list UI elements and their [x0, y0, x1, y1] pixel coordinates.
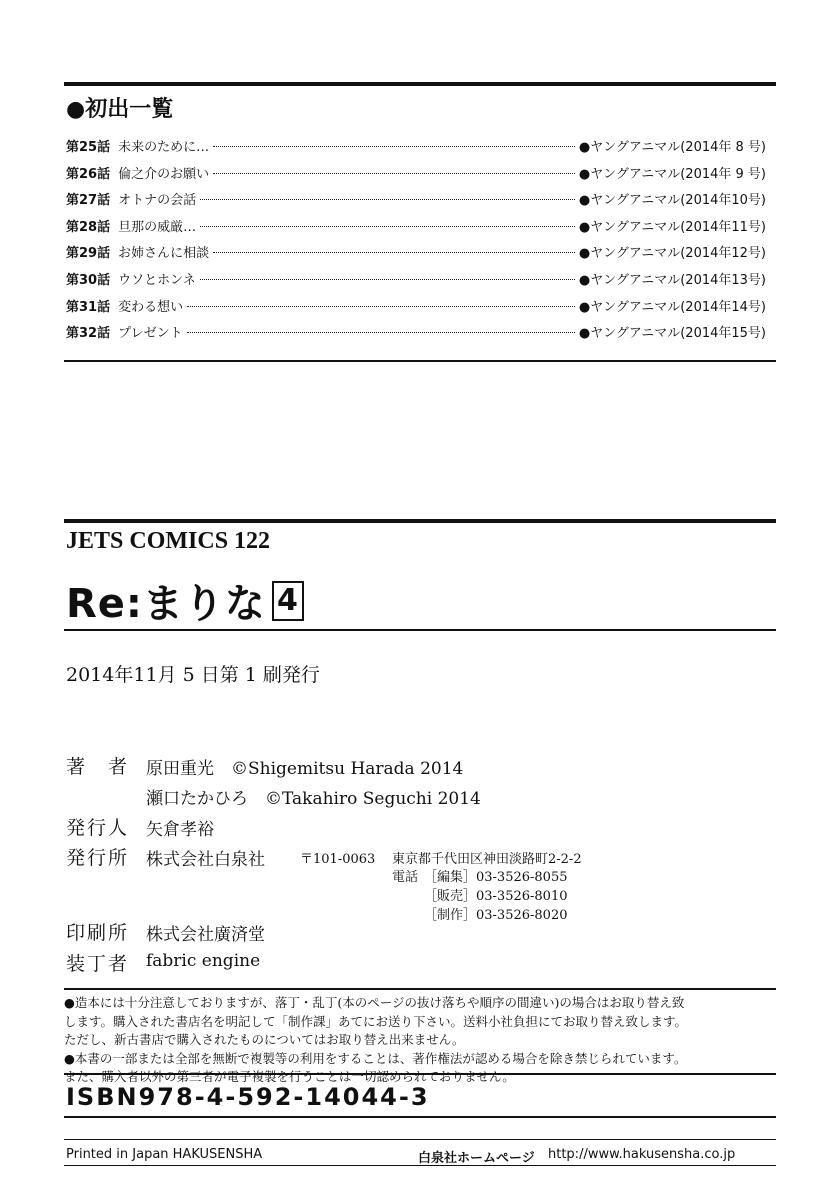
- publisher-label: 発行所: [66, 847, 130, 869]
- toc-episode: 第29話: [66, 246, 111, 262]
- printer-label: 印刷所: [66, 922, 130, 944]
- toc-publication: ●ヤングアニマル(2014年14号): [578, 299, 766, 315]
- toc-heading: ●初出一覧: [66, 97, 174, 122]
- isbn-bottom-rule: [64, 1116, 776, 1118]
- toc-leader: [213, 146, 575, 147]
- toc-title: オトナの会話: [118, 193, 197, 209]
- toc-leader: [213, 252, 575, 253]
- toc-row: [66, 322, 766, 349]
- toc-row: [66, 216, 766, 243]
- homepage-url: http://www.hakusensha.co.jp: [548, 1147, 736, 1162]
- toc-row: [66, 189, 766, 216]
- notes-line: また、購入者以外の第三者が電子複製を行うことは一切認められておりません。: [64, 1069, 515, 1084]
- author-credit-1: 原田重光 ©Shigemitsu Harada 2014: [146, 759, 464, 779]
- toc-title: 倫之介のお願い: [118, 166, 210, 182]
- toc-title: 旦那の威厳…: [118, 219, 197, 235]
- footer-top-rule: [64, 1139, 776, 1140]
- toc-leader: [200, 226, 575, 227]
- notes-line: ただし、新古書店で購入されたものについてはお取り替え出来ません。: [64, 1032, 465, 1047]
- colophon-top-rule: [64, 519, 776, 523]
- toc-episode: 第25話: [66, 140, 111, 155]
- printed-in: Printed in Japan HAKUSENSHA: [66, 1147, 263, 1162]
- book-title: Re:まりな: [66, 581, 266, 627]
- isbn: ISBN978-4-592-14044-3: [66, 1083, 430, 1111]
- toc-leader: [200, 279, 575, 280]
- homepage-label: 白泉社ホームページ: [418, 1151, 535, 1166]
- top-rule: [64, 82, 776, 86]
- notes-line: します。購入された書店名を明記して「制作課」あてにお送り下さい。送料小社負担にてお取り替え致します。: [64, 1013, 688, 1029]
- toc-row: [66, 296, 766, 323]
- issuer-name: 矢倉孝裕: [146, 820, 214, 840]
- toc-publication: ●ヤングアニマル(2014年11号): [578, 219, 766, 235]
- volume-number: 4: [272, 581, 304, 621]
- author-credit-2: 瀬口たかひろ ©Takahiro Seguchi 2014: [146, 789, 481, 809]
- toc-episode: 第30話: [66, 272, 111, 288]
- toc-publication: ●ヤングアニマル(2014年15号): [578, 326, 766, 342]
- toc-episode: 第32話: [66, 326, 111, 342]
- toc-bottom-rule: [64, 360, 776, 362]
- toc-row: [66, 269, 766, 296]
- toc-title: お姉さんに相談: [118, 246, 210, 262]
- publish-date: 2014年11月 5 日第 1 刷発行: [66, 664, 320, 686]
- notes-top-rule: [64, 988, 776, 990]
- toc-publication: ●ヤングアニマル(2014年 8 号): [578, 140, 766, 155]
- legal-notes: [64, 994, 776, 1087]
- toc-leader: [213, 173, 575, 174]
- title-rule: [64, 629, 776, 631]
- phone-sales: ［販売］03-3526-8010: [424, 889, 568, 904]
- toc-title: 未来のために…: [118, 140, 210, 155]
- toc-publication: ●ヤングアニマル(2014年 9 号): [578, 166, 766, 182]
- designer-label: 装丁者: [66, 953, 130, 975]
- toc-title: ウソとホンネ: [118, 272, 196, 288]
- publisher-address: 東京都千代田区神田淡路町2-2-2: [392, 852, 582, 867]
- phone-production: ［制作］03-3526-8020: [424, 908, 568, 923]
- toc-leader: [187, 306, 575, 307]
- postal-code: 〒101-0063: [300, 852, 376, 867]
- printer-name: 株式会社廣済堂: [146, 925, 265, 945]
- author-label: 著 者: [66, 756, 130, 778]
- toc-row: [66, 136, 766, 163]
- toc-publication: ●ヤングアニマル(2014年12号): [578, 246, 766, 262]
- toc-episode: 第27話: [66, 193, 111, 209]
- designer-name: fabric engine: [146, 951, 261, 971]
- toc-title: 変わる想い: [118, 299, 184, 315]
- toc-row: [66, 242, 766, 269]
- toc-leader: [200, 199, 575, 200]
- phone-editorial: ［編集］03-3526-8055: [424, 870, 568, 885]
- series-name: JETS COMICS 122: [66, 528, 271, 554]
- publisher-name: 株式会社白泉社: [146, 850, 265, 870]
- toc-leader: [187, 332, 575, 333]
- toc-episode: 第26話: [66, 166, 111, 182]
- issuer-label: 発行人: [66, 817, 130, 839]
- notes-line: ●本書の一部または全部を無断で複製等の利用をすることは、著作権法が認める場合を除き禁じられています。: [64, 1050, 687, 1066]
- toc-publication: ●ヤングアニマル(2014年13号): [578, 272, 766, 288]
- toc-episode: 第31話: [66, 299, 111, 315]
- phone-label: 電話: [392, 870, 419, 885]
- toc-list: [66, 136, 766, 349]
- notes-line: ●造本には十分注意しておりますが、落丁・乱丁(本のページの抜け落ちや順序の間違い)の場合はお取り替え致: [64, 995, 685, 1010]
- toc-row: [66, 163, 766, 190]
- toc-title: プレゼント: [118, 326, 183, 342]
- toc-publication: ●ヤングアニマル(2014年10号): [578, 193, 766, 209]
- toc-episode: 第28話: [66, 219, 111, 235]
- book-title-block: [66, 572, 304, 629]
